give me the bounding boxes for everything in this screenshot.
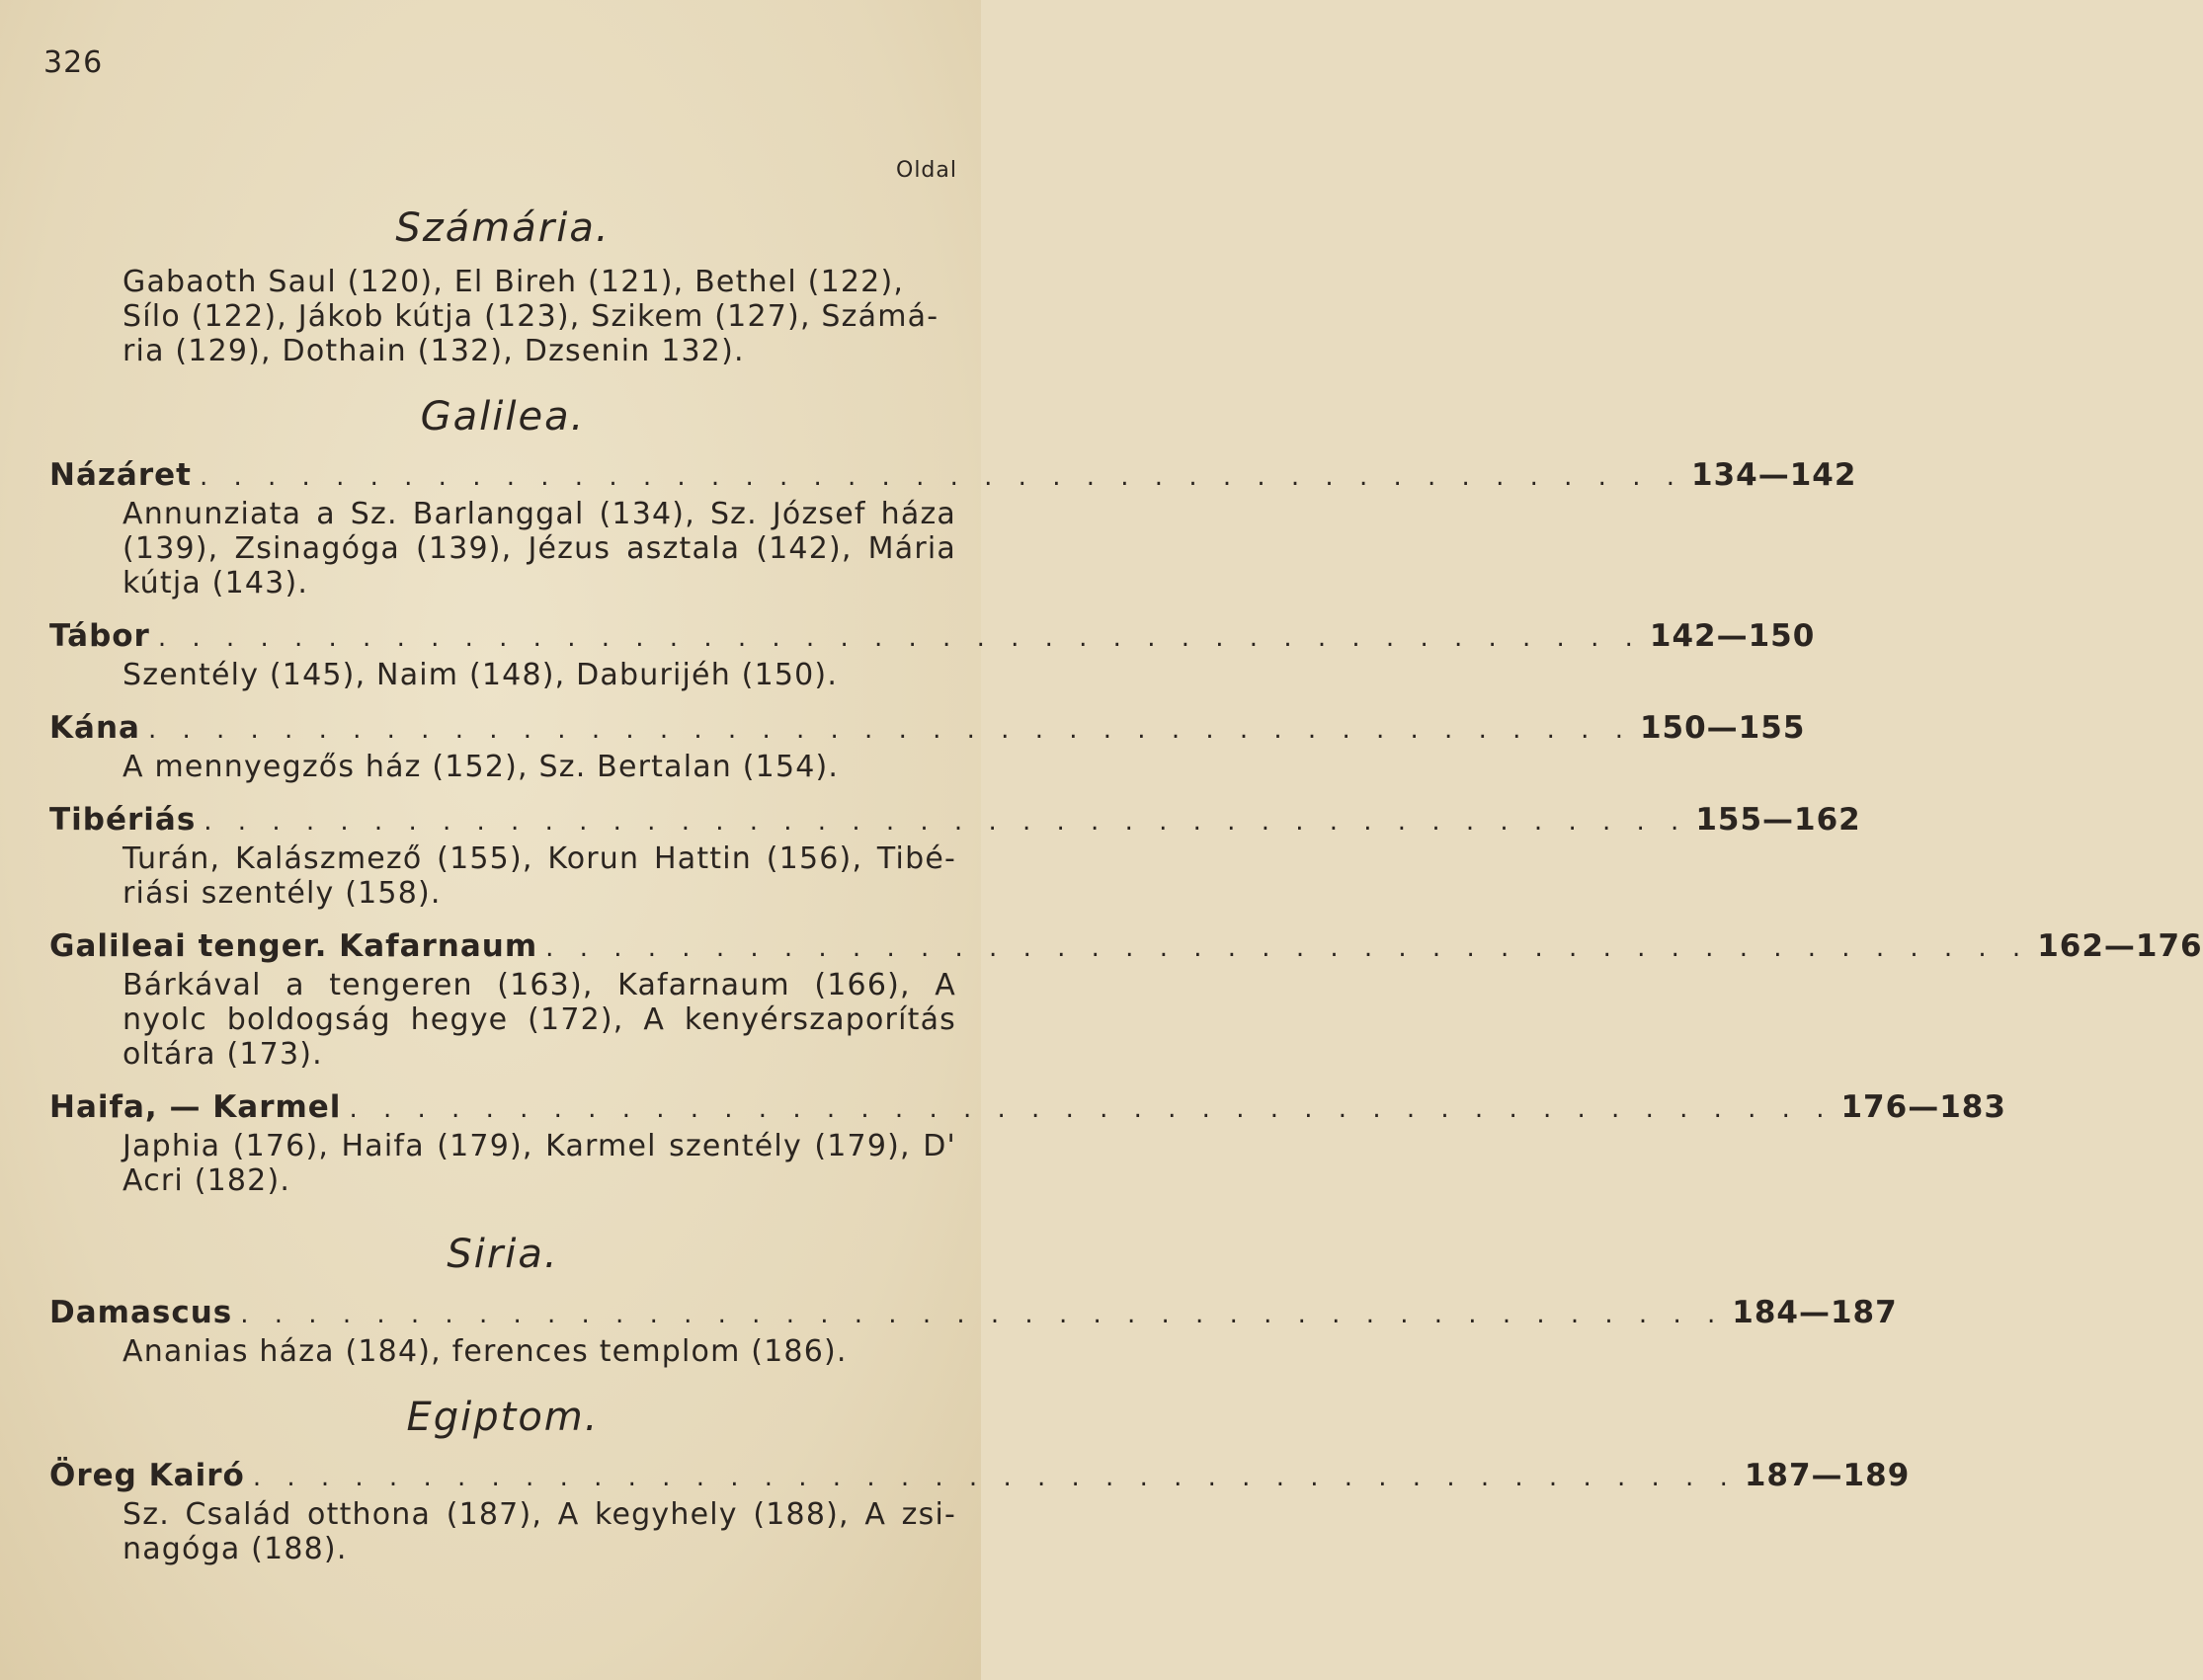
entry-page-range: 184—187 (1732, 1295, 1898, 1330)
dot-leader: . . . . . . . . . . . . . . . . . . . . . . . . . . . . . . . . . . . . . . . . . . . . (147, 715, 1632, 745)
toc-entry (49, 928, 2203, 1072)
entry-title: Tibériás (49, 802, 197, 838)
toc-entry (49, 618, 1816, 692)
entry-title: Kána (49, 710, 140, 746)
entry-description: Sz. Család otthona (187), A kegyhely (188), A zsi-nagóga (188). (122, 1497, 956, 1566)
entry-page-range: 176—183 (1840, 1089, 2006, 1125)
intro-line: Gabaoth Saul (120), El Bireh (121), Bethel (122), (122, 265, 905, 299)
entry-title: Öreg Kairó (49, 1458, 245, 1493)
section-heading-galilea: Galilea. (420, 394, 586, 440)
entry-description: Turán, Kalászmező (155), Korun Hattin (156), Tibé-riási szentély (158). (122, 841, 956, 911)
dot-leader: . . . . . . . . . . . . . . . . . . . . . . . . . . . . . . . . . . . . . . . . . . . . (199, 462, 1683, 492)
toc-entry (49, 1295, 1898, 1369)
entry-title: Damascus (49, 1295, 233, 1330)
entry-page-range: 150—155 (1639, 710, 1806, 746)
dot-leader: . . . . . . . . . . . . . . . . . . . . . . . . . . . . . . . . . . . . . . . . . . . . (240, 1300, 1725, 1329)
entry-title: Názáret (49, 457, 192, 493)
table-of-contents (49, 198, 2203, 1566)
toc-entry (49, 457, 1857, 600)
entry-page-range: 155—162 (1695, 802, 1861, 838)
section-heading-siria: Siria. (447, 1232, 559, 1277)
dot-leader: . . . . . . . . . . . . . . . . . . . . . . . . . . . . . . . . . . . . . . . . . . . . (204, 807, 1688, 837)
dot-leader: . . . . . . . . . . . . . . . . . . . . . . . . . . . . . . . . . . . . . . . . . . . . (545, 933, 2030, 963)
toc-entry (49, 1089, 2006, 1198)
entry-description: Japhia (176), Haifa (179), Karmel szentély (179), D' Acri (182). (122, 1129, 956, 1198)
entry-description: Bárkával a tengeren (163), Kafarnaum (166), A nyolc boldogság hegye (172), A kenyérszaporítás oltára (173). (122, 968, 956, 1072)
entry-title: Tábor (49, 618, 150, 654)
dot-leader: . . . . . . . . . . . . . . . . . . . . . . . . . . . . . . . . . . . . . . . . . . . . (252, 1463, 1737, 1492)
entry-page-range: 134—142 (1691, 457, 1857, 493)
entry-page-range: 142—150 (1649, 618, 1816, 654)
page-number: 326 (43, 45, 104, 80)
page-column-label: Oldal (896, 158, 957, 183)
section-heading-szamaria: Számária. (395, 205, 611, 251)
entry-title: Galileai tenger. Kafarnaum (49, 928, 538, 964)
entry-page-range: 187—189 (1744, 1458, 1911, 1493)
entry-description: Szentély (145), Naim (148), Daburijéh (150). (122, 658, 839, 692)
section-heading-egiptom: Egiptom. (406, 1395, 600, 1440)
entry-page-range: 162—176 (2037, 928, 2203, 964)
szamaria-intro (49, 265, 956, 368)
toc-entry (49, 802, 1861, 911)
entry-description: Annunziata a Sz. Barlanggal (134), Sz. József háza (139), Zsinagóga (139), Jézus asztala (142), Mária kútja (143). (122, 497, 956, 600)
dot-leader: . . . . . . . . . . . . . . . . . . . . . . . . . . . . . . . . . . . . . . . . . . . . (157, 623, 1642, 653)
intro-line: ria (129), Dothain (132), Dzsenin 132). (122, 334, 745, 368)
toc-entry (49, 1458, 1911, 1566)
entry-description: Ananias háza (184), ferences templom (186). (122, 1334, 848, 1369)
toc-entry (49, 710, 1806, 784)
entry-description: A mennyegzős ház (152), Sz. Bertalan (154). (122, 750, 840, 784)
intro-line: Sílo (122), Jákob kútja (123), Szikem (127), Számá- (122, 299, 939, 334)
dot-leader: . . . . . . . . . . . . . . . . . . . . . . . . . . . . . . . . . . . . . . . . . . . . (349, 1094, 1834, 1124)
entry-title: Haifa, — Karmel (49, 1089, 342, 1125)
